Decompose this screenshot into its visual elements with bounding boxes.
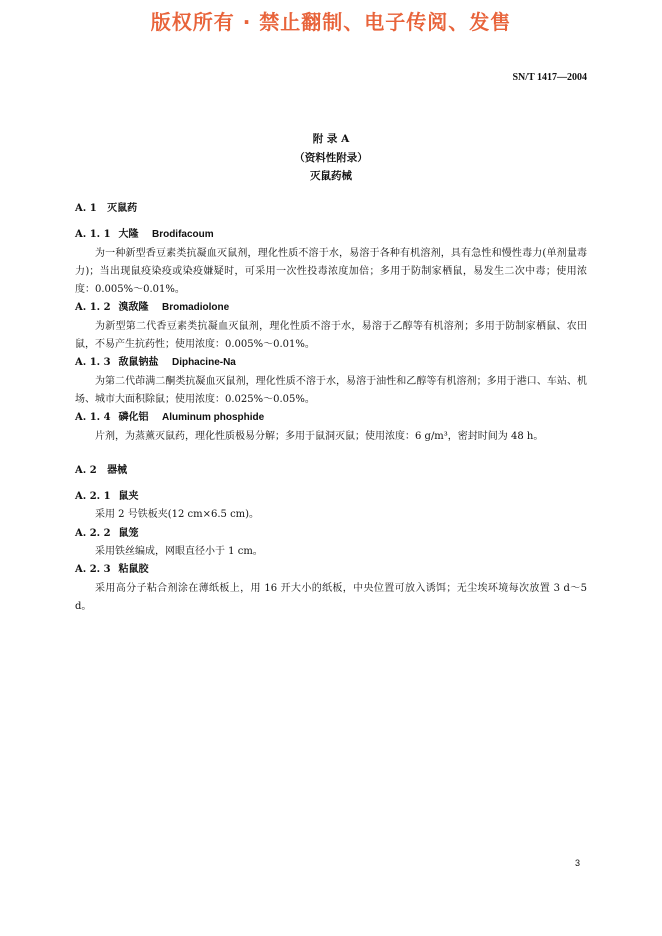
subsection-name: 鼠夹 bbox=[118, 491, 139, 503]
subsection-heading bbox=[75, 226, 587, 244]
subsection-text: 片剂，为蒸薰灭鼠药，理化性质极易分解；多用于鼠洞灭鼠；使用浓度：6 g/m³，密封时间为 48 h。 bbox=[95, 430, 544, 442]
subsection-number: A. 1. 2 bbox=[75, 302, 111, 314]
subsection-text: 采用高分子粘合剂涂在薄纸板上，用 16 开大小的纸板，中央位置可放入诱饵；无尘埃环境每次放置 3 d～5 d。 bbox=[75, 582, 587, 612]
subsection-name: 磷化铝 bbox=[118, 412, 149, 424]
subsection-heading bbox=[75, 488, 587, 506]
subsection-name: 粘鼠胶 bbox=[118, 564, 149, 576]
subsection-heading bbox=[75, 409, 587, 427]
subsection-text: 为一种新型香豆素类抗凝血灭鼠剂，理化性质不溶于水，易溶于各种有机溶剂，具有急性和慢性毒力(单剂量毒力)；当出现鼠疫染疫或染疫嫌疑时，可采用一次性投毒浓度加倍；多用于防制家栖鼠，易发生二次中毒；使用浓度：0.005%～0.01%。 bbox=[75, 247, 587, 296]
annex-title: 附 录 A bbox=[312, 133, 350, 145]
annex-subject: 灭鼠药械 bbox=[310, 170, 352, 182]
subsection-heading bbox=[75, 354, 587, 372]
subsection-latin-name: Aluminum phosphide bbox=[161, 412, 265, 424]
section-heading bbox=[75, 462, 587, 480]
annex-type: （资料性附录） bbox=[294, 152, 368, 164]
subsection-text: 为第二代茚满二酮类抗凝血灭鼠剂，理化性质不溶于水，易溶于油性和乙醇等有机溶剂；多用于港口、车站、机场、城市大面积除鼠；使用浓度：0.025%～0.05%。 bbox=[75, 375, 587, 405]
subsection-number: A. 2. 3 bbox=[75, 564, 111, 576]
subsection-number: A. 2. 1 bbox=[75, 491, 111, 503]
section-title: 器械 bbox=[107, 464, 128, 476]
subsection-heading bbox=[75, 299, 587, 317]
subsection-text: 采用 2 号铁板夹(12 cm×6.5 cm)。 bbox=[95, 509, 260, 521]
section-number: A. 1 bbox=[75, 203, 97, 214]
section-number: A. 2 bbox=[75, 464, 97, 476]
page-number: 3 bbox=[574, 858, 580, 868]
subsection-number: A. 1. 3 bbox=[75, 357, 111, 369]
section-heading bbox=[75, 200, 587, 218]
subsection-text: 为新型第二代香豆素类抗凝血灭鼠剂，理化性质不溶于水，易溶于乙醇等有机溶剂；多用于防制家栖鼠、农田鼠，不易产生抗药性；使用浓度：0.005%～0.01%。 bbox=[75, 320, 587, 351]
subsection-name: 大隆 bbox=[118, 229, 139, 241]
subsection-number: A. 2. 2 bbox=[75, 527, 111, 539]
subsection-text: 采用铁丝编成，网眼直径小于 1 cm。 bbox=[95, 546, 263, 558]
watermark-banner: 版权所有 · 禁止翻制、电子传阅、发售 bbox=[150, 10, 512, 34]
standard-code: SN/T 1417—2004 bbox=[512, 72, 587, 83]
subsection-name: 溴敌隆 bbox=[118, 302, 149, 314]
subsection-heading bbox=[75, 561, 587, 579]
subsection-name: 敌鼠钠盐 bbox=[118, 357, 159, 369]
subsection-name: 鼠笼 bbox=[118, 527, 139, 539]
subsection-number: A. 1. 4 bbox=[75, 412, 111, 424]
subsection-latin-name: Brodifacoum bbox=[151, 229, 214, 241]
subsection-heading bbox=[75, 525, 587, 543]
document-body bbox=[75, 200, 587, 616]
subsection-latin-name: Bromadiolone bbox=[161, 302, 230, 314]
section-title: 灭鼠药 bbox=[107, 203, 138, 214]
subsection-latin-name: Diphacine-Na bbox=[171, 357, 236, 369]
subsection-number: A. 1. 1 bbox=[75, 229, 111, 241]
